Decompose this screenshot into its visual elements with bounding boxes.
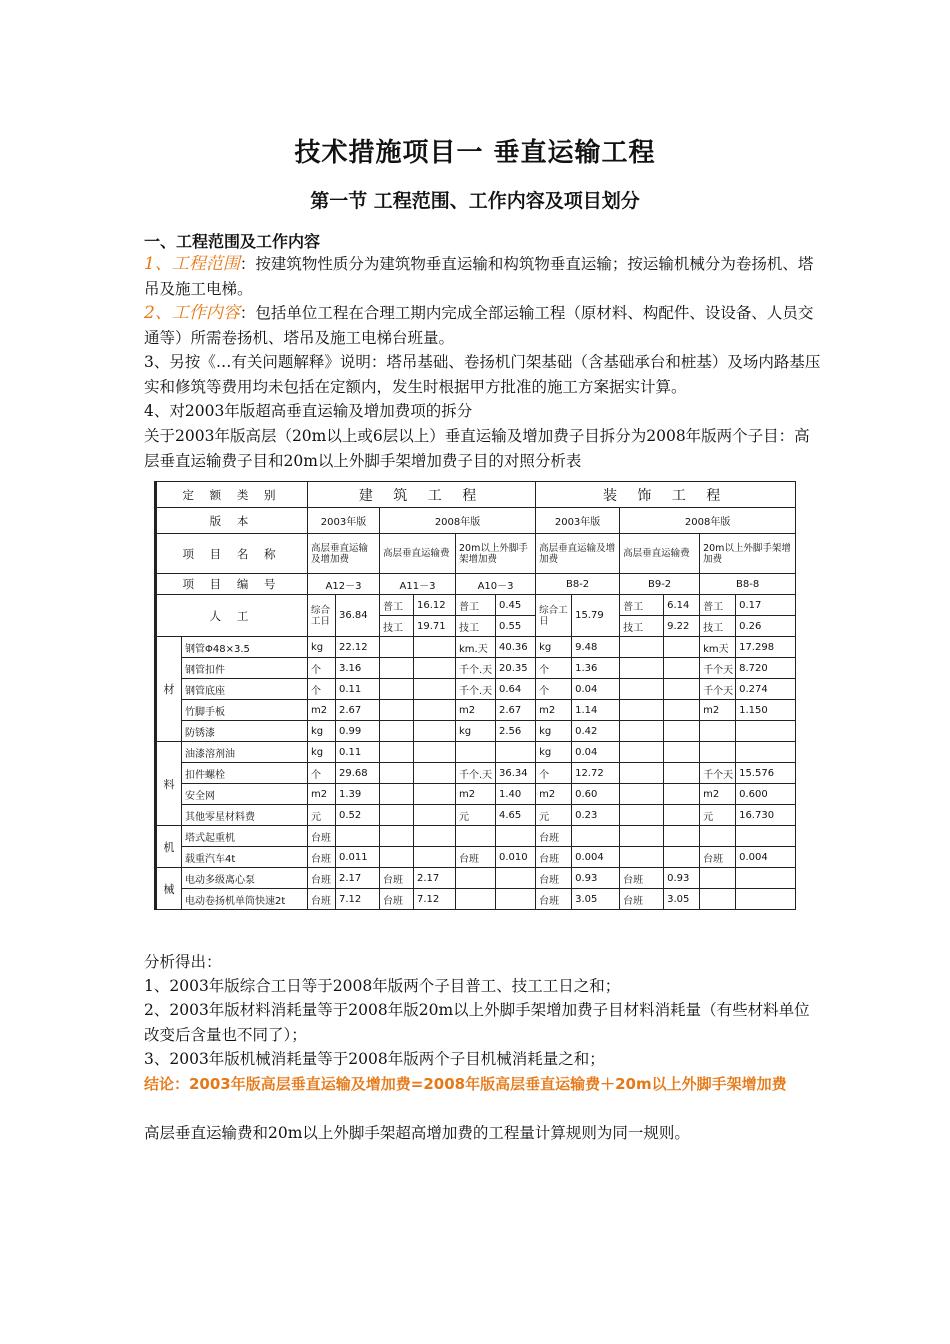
labor-pg: 普工 — [456, 595, 496, 616]
unit-build-2008b — [456, 826, 496, 847]
name-build-2008b: 20m以上外脚手架增加费 — [456, 534, 536, 574]
paragraph-split: 4、对2003年版超高垂直运输及增加费项的拆分 — [144, 402, 473, 420]
unit-decor-2008b: 千个天 — [700, 763, 736, 784]
unit-build-2003: 台班 — [308, 868, 336, 889]
empty-cell — [414, 721, 456, 742]
empty-cell — [664, 784, 700, 805]
empty-cell — [664, 658, 700, 679]
value-decor-2003: 0.93 — [572, 868, 620, 889]
empty-cell — [664, 763, 700, 784]
unit-build-2008b: km.天 — [456, 637, 496, 658]
empty-cell — [380, 658, 414, 679]
value-build-2003: 0.11 — [336, 679, 380, 700]
edition-build-2008: 2008年版 — [380, 508, 536, 534]
comparison-table — [154, 481, 794, 935]
unit-decor-2008a — [620, 847, 664, 868]
heading-scope: 一、工程范围及工作内容 — [144, 232, 321, 251]
unit-build-2003: 元 — [308, 805, 336, 826]
unit-decor-2008b: 元 — [700, 805, 736, 826]
empty-cell — [620, 679, 664, 700]
value-decor-2008a — [664, 847, 700, 868]
unit-build-2008a — [380, 847, 414, 868]
name-build-2003: 高层垂直运输及增加费 — [308, 534, 380, 574]
unit-build-2008b: m2 — [456, 700, 496, 721]
unit-build-2008b — [456, 889, 496, 910]
value-build-2008a — [414, 826, 456, 847]
code-4: B8-2 — [536, 574, 620, 595]
unit-build-2008a — [380, 826, 414, 847]
unit-decor-2003: 个 — [536, 658, 572, 679]
text-work: ：包括单位工程在合理工期内完成全部运输工程（原材料、构配件、设设备、人员交通等）所需卷扬机、塔吊及施工电梯台班量。 — [144, 304, 814, 347]
table-row — [156, 805, 796, 826]
labor-jg: 技工 — [620, 616, 664, 637]
value-decor-2003 — [572, 826, 620, 847]
value-decor-2003: 9.48 — [572, 637, 620, 658]
edition-build-2003: 2003年版 — [308, 508, 380, 534]
unit-decor-2008b: 台班 — [700, 847, 736, 868]
unit-build-2008b: 千个.天 — [456, 679, 496, 700]
empty-cell — [620, 784, 664, 805]
value-build-2008b: 40.36 — [496, 637, 536, 658]
empty-cell — [620, 763, 664, 784]
empty-cell — [620, 700, 664, 721]
name-decor-2003: 高层垂直运输及增加费 — [536, 534, 620, 574]
empty-cell — [620, 658, 664, 679]
analysis-1: 1、2003年版综合工日等于2008年版两个子目普工、技工工日之和； — [144, 977, 621, 995]
value-build-2008b: 36.34 — [496, 763, 536, 784]
value-decor-2003: 0.04 — [572, 679, 620, 700]
machines-section — [156, 826, 796, 910]
table-row — [156, 595, 796, 616]
machines-side-label: 械 — [156, 868, 182, 910]
table-row — [156, 508, 796, 534]
unit-decor-2003: m2 — [536, 784, 572, 805]
material-name: 防锈漆 — [182, 721, 308, 742]
text-scope: ：按建筑物性质分为建筑物垂直运输和构筑物垂直运输；按运输机械分为卷扬机、塔吊及施工电梯。 — [144, 255, 814, 298]
name-decor-2008a: 高层垂直运输费 — [620, 534, 700, 574]
unit-decor-2008a: 台班 — [620, 889, 664, 910]
unit-build-2003: m2 — [308, 700, 336, 721]
unit-decor-2008b: m2 — [700, 700, 736, 721]
machine-name: 载重汽车4t — [182, 847, 308, 868]
final-note: 高层垂直运输费和20m以上外脚手架超高增加费的工程量计算规则为同一规则。 — [144, 1124, 690, 1142]
empty-cell — [664, 679, 700, 700]
paragraph-work — [144, 301, 824, 350]
unit-decor-2008b — [700, 868, 736, 889]
value-build-2003: 29.68 — [336, 763, 380, 784]
value-build-2003: 2.17 — [336, 868, 380, 889]
unit-build-2003: kg — [308, 721, 336, 742]
value-decor-2008b: 0.004 — [736, 847, 796, 868]
unit-decor-2003: 个 — [536, 679, 572, 700]
table-row — [156, 700, 796, 721]
header-code: 项 目 编 号 — [156, 574, 308, 595]
value-decor-2008b — [736, 826, 796, 847]
unit-decor-2008b: km天 — [700, 637, 736, 658]
value-build-2008b: 2.67 — [496, 700, 536, 721]
value-build-2003: 1.39 — [336, 784, 380, 805]
value-build-2008b — [496, 889, 536, 910]
value-decor-2003: 0.04 — [572, 742, 620, 763]
unit-decor-2003: 台班 — [536, 847, 572, 868]
labor-decor-2003: 15.79 — [572, 595, 620, 637]
labor-jg: 技工 — [380, 616, 414, 637]
analysis-2: 2、2003年版材料消耗量等于2008年版20m以上外脚手架增加费子目材料消耗量（有些材料单位改变后含量也不同了）； — [144, 1001, 810, 1044]
value-build-2003: 0.52 — [336, 805, 380, 826]
value-build-2008a: 7.12 — [414, 889, 456, 910]
unit-decor-2008b — [700, 721, 736, 742]
unit-decor-2003: kg — [536, 721, 572, 742]
value-build-2003: 7.12 — [336, 889, 380, 910]
code-5: B9-2 — [620, 574, 700, 595]
value-build-2008a — [414, 847, 456, 868]
edition-decor-2003: 2003年版 — [536, 508, 620, 534]
empty-cell — [664, 637, 700, 658]
table-row — [156, 847, 796, 868]
table-row — [156, 868, 796, 889]
value-build-2008b: 1.40 — [496, 784, 536, 805]
unit-decor-2008b — [700, 826, 736, 847]
value-decor-2008b: 1.150 — [736, 700, 796, 721]
table-row — [156, 784, 796, 805]
value-build-2008b — [496, 868, 536, 889]
table-row — [156, 721, 796, 742]
empty-cell — [414, 700, 456, 721]
value-decor-2008b: 0.274 — [736, 679, 796, 700]
empty-cell — [620, 805, 664, 826]
unit-decor-2008b — [700, 889, 736, 910]
value-build-2008b: 2.56 — [496, 721, 536, 742]
page-title: 技术措施项目一 垂直运输工程 — [294, 138, 656, 168]
value-decor-2003: 3.05 — [572, 889, 620, 910]
table-row — [156, 763, 796, 784]
labor-build-2008a-pg: 16.12 — [414, 595, 456, 616]
value-decor-2008b — [736, 868, 796, 889]
value-decor-2003: 12.72 — [572, 763, 620, 784]
value-decor-2008b — [736, 889, 796, 910]
unit-decor-2003: kg — [536, 637, 572, 658]
labor-zh-decor: 综合工日 — [536, 595, 572, 637]
unit-build-2008b: 元 — [456, 805, 496, 826]
labor-jg: 技工 — [456, 616, 496, 637]
table-row — [156, 679, 796, 700]
value-build-2003 — [336, 826, 380, 847]
empty-cell — [620, 637, 664, 658]
value-decor-2008b: 17.298 — [736, 637, 796, 658]
header-category: 定 额 类 别 — [156, 482, 308, 508]
unit-build-2008a: 台班 — [380, 889, 414, 910]
labor-zh-build: 综合工日 — [308, 595, 336, 637]
labor-build-2003: 36.84 — [336, 595, 380, 637]
label-scope: 1、工程范围 — [144, 254, 240, 274]
empty-cell — [380, 763, 414, 784]
value-build-2008b — [496, 826, 536, 847]
analysis-3: 3、2003年版机械消耗量等于2008年版两个子目机械消耗量之和； — [144, 1050, 605, 1068]
empty-cell — [664, 700, 700, 721]
empty-cell — [414, 805, 456, 826]
labor-pg: 普工 — [620, 595, 664, 616]
unit-build-2008b: 千个.天 — [456, 658, 496, 679]
name-build-2008a: 高层垂直运输费 — [380, 534, 456, 574]
value-build-2003: 2.67 — [336, 700, 380, 721]
labor-decor-2008b-pg: 0.17 — [736, 595, 796, 616]
table-row — [156, 742, 796, 763]
materials-section — [156, 637, 796, 826]
value-decor-2008b: 0.600 — [736, 784, 796, 805]
unit-build-2003: 个 — [308, 658, 336, 679]
labor-build-2008a-jg: 19.71 — [414, 616, 456, 637]
machine-name: 电动卷扬机单筒快速2t — [182, 889, 308, 910]
unit-build-2003: 个 — [308, 763, 336, 784]
unit-build-2003: 个 — [308, 679, 336, 700]
value-build-2003: 0.99 — [336, 721, 380, 742]
material-name: 安全网 — [182, 784, 308, 805]
table-row — [156, 534, 796, 574]
labor-decor-2008a-pg: 6.14 — [664, 595, 700, 616]
labor-pg: 普工 — [700, 595, 736, 616]
unit-build-2003: kg — [308, 742, 336, 763]
table-row — [156, 658, 796, 679]
unit-build-2008a: 台班 — [380, 868, 414, 889]
unit-decor-2003: 台班 — [536, 868, 572, 889]
empty-cell — [620, 742, 664, 763]
unit-decor-2003: 台班 — [536, 889, 572, 910]
materials-side-label: 料 — [156, 742, 182, 826]
material-name: 油漆溶剂油 — [182, 742, 308, 763]
value-build-2008b: 0.010 — [496, 847, 536, 868]
unit-build-2008b — [456, 742, 496, 763]
empty-cell — [414, 784, 456, 805]
value-decor-2008b: 8.720 — [736, 658, 796, 679]
value-decor-2008a — [664, 826, 700, 847]
unit-build-2003: 台班 — [308, 826, 336, 847]
empty-cell — [620, 721, 664, 742]
unit-build-2008b: 台班 — [456, 847, 496, 868]
empty-cell — [664, 721, 700, 742]
section-title: 第一节 工程范围、工作内容及项目划分 — [310, 190, 640, 212]
empty-cell — [414, 637, 456, 658]
value-decor-2008a: 0.93 — [664, 868, 700, 889]
value-decor-2003: 0.23 — [572, 805, 620, 826]
empty-cell — [380, 805, 414, 826]
material-name: 钢管底座 — [182, 679, 308, 700]
material-name: 扣件螺栓 — [182, 763, 308, 784]
value-decor-2008b — [736, 742, 796, 763]
material-name: 钢管Φ48×3.5 — [182, 637, 308, 658]
code-2: A11－3 — [380, 574, 456, 595]
empty-cell — [414, 742, 456, 763]
value-build-2008b: 0.64 — [496, 679, 536, 700]
value-build-2003: 0.11 — [336, 742, 380, 763]
value-decor-2008b: 15.576 — [736, 763, 796, 784]
value-decor-2003: 1.14 — [572, 700, 620, 721]
code-1: A12－3 — [308, 574, 380, 595]
unit-build-2008b: kg — [456, 721, 496, 742]
material-name: 其他零星材料费 — [182, 805, 308, 826]
unit-decor-2003: kg — [536, 742, 572, 763]
name-decor-2008b: 20m以上外脚手架增加费 — [700, 534, 796, 574]
value-build-2008b: 20.35 — [496, 658, 536, 679]
unit-decor-2008b — [700, 742, 736, 763]
labor-label: 人 工 — [156, 595, 308, 637]
value-build-2003: 0.011 — [336, 847, 380, 868]
unit-build-2008b: m2 — [456, 784, 496, 805]
labor-build-2008b-pg: 0.45 — [496, 595, 536, 616]
empty-cell — [380, 637, 414, 658]
paragraph-note: 3、另按《…有关问题解释》说明：塔吊基础、卷扬机门架基础（含基础承台和桩基）及场内路基压实和修筑等费用均未包括在定额内，发生时根据甲方批准的施工方案据实计算。 — [144, 353, 821, 396]
machines-side-label: 机 — [156, 826, 182, 868]
unit-build-2008b: 千个.天 — [456, 763, 496, 784]
unit-build-2003: m2 — [308, 784, 336, 805]
empty-cell — [380, 700, 414, 721]
table-row — [156, 826, 796, 847]
code-6: B8-8 — [700, 574, 796, 595]
table-row — [156, 574, 796, 595]
table-row — [156, 637, 796, 658]
header-name: 项 目 名 称 — [156, 534, 308, 574]
unit-decor-2003: m2 — [536, 700, 572, 721]
labor-decor-2008a-jg: 9.22 — [664, 616, 700, 637]
value-build-2008a: 2.17 — [414, 868, 456, 889]
unit-decor-2008b: m2 — [700, 784, 736, 805]
value-decor-2003: 0.42 — [572, 721, 620, 742]
empty-cell — [414, 679, 456, 700]
value-decor-2003: 0.60 — [572, 784, 620, 805]
value-build-2008b: 4.65 — [496, 805, 536, 826]
value-decor-2008a: 3.05 — [664, 889, 700, 910]
unit-build-2008b — [456, 868, 496, 889]
labor-build-2008b-jg: 0.55 — [496, 616, 536, 637]
conclusion: 结论：2003年版高层垂直运输及增加费=2008年版高层垂直运输费＋20m以上外脚手架增加费 — [144, 1075, 787, 1093]
material-name: 钢管扣件 — [182, 658, 308, 679]
value-build-2003: 22.12 — [336, 637, 380, 658]
value-build-2003: 3.16 — [336, 658, 380, 679]
unit-build-2003: 台班 — [308, 847, 336, 868]
value-build-2008b — [496, 742, 536, 763]
header-decor: 装 饰 工 程 — [536, 482, 796, 508]
header-edition: 版 本 — [156, 508, 308, 534]
machine-name: 电动多级离心泵 — [182, 868, 308, 889]
value-decor-2008b — [736, 721, 796, 742]
code-3: A10－3 — [456, 574, 536, 595]
unit-decor-2003: 元 — [536, 805, 572, 826]
machine-name: 塔式起重机 — [182, 826, 308, 847]
unit-decor-2008a: 台班 — [620, 868, 664, 889]
unit-decor-2003: 台班 — [536, 826, 572, 847]
label-work: 2、工作内容 — [144, 303, 240, 323]
edition-decor-2008: 2008年版 — [620, 508, 796, 534]
header-build: 建 筑 工 程 — [308, 482, 536, 508]
table-row — [156, 482, 796, 508]
empty-cell — [414, 658, 456, 679]
empty-cell — [664, 742, 700, 763]
paragraph-intro: 关于2003年版高层（20m以上或6层以上）垂直运输及增加费子目拆分为2008年版两个子目：高层垂直运输费子目和20m以上外脚手架增加费子目的对照分析表 — [144, 427, 810, 470]
analysis-intro: 分析得出： — [144, 953, 222, 971]
unit-decor-2008b: 千个天 — [700, 658, 736, 679]
empty-cell — [380, 784, 414, 805]
material-name: 竹脚手板 — [182, 700, 308, 721]
unit-decor-2008a — [620, 826, 664, 847]
unit-decor-2003: 个 — [536, 763, 572, 784]
value-decor-2008b: 16.730 — [736, 805, 796, 826]
labor-decor-2008b-jg: 0.26 — [736, 616, 796, 637]
empty-cell — [414, 763, 456, 784]
labor-jg: 技工 — [700, 616, 736, 637]
empty-cell — [380, 742, 414, 763]
empty-cell — [380, 679, 414, 700]
table-row — [156, 889, 796, 910]
materials-side-label: 材 — [156, 637, 182, 742]
empty-cell — [664, 805, 700, 826]
paragraph-scope — [144, 252, 824, 301]
value-decor-2003: 1.36 — [572, 658, 620, 679]
unit-decor-2008b: 千个天 — [700, 679, 736, 700]
value-decor-2003: 0.004 — [572, 847, 620, 868]
empty-cell — [380, 721, 414, 742]
unit-build-2003: 台班 — [308, 889, 336, 910]
labor-pg: 普工 — [380, 595, 414, 616]
unit-build-2003: kg — [308, 637, 336, 658]
